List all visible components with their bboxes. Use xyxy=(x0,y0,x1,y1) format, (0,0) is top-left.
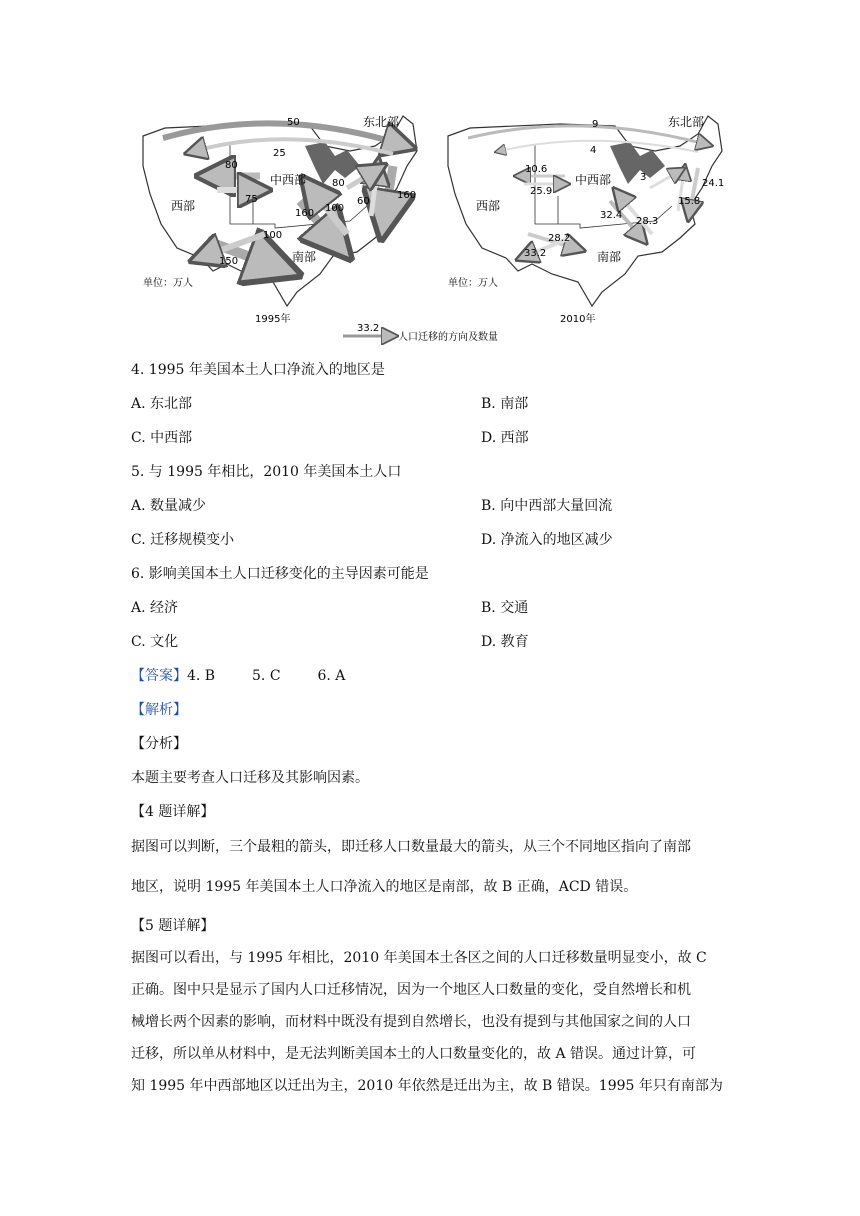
flow-value: 75 xyxy=(245,194,258,205)
region-label: 中西部 xyxy=(270,173,307,187)
flow-value: 160 xyxy=(397,190,417,201)
map-1995 xyxy=(143,115,417,325)
flow-value: 25.9 xyxy=(530,186,553,197)
detail5-line: 知 1995 年中西部地区以迁出为主，2010 年依然是迁出为主，故 B 错误。1995 年只有南部为 xyxy=(131,1078,723,1094)
analysis-tag: 【解析】 xyxy=(131,702,187,718)
legend-label: 人口迁移的方向及数量 xyxy=(398,332,498,343)
detail4-line: 地区，说明 1995 年美国本土人口净流入的地区是南部，故 B 正确，ACD 错误。 xyxy=(131,879,638,895)
detail5-line: 械增长两个因素的影响，而材料中既没有提到自然增长，也没有提到与其他国家之间的人口 xyxy=(131,1014,691,1030)
map-year: 2010年 xyxy=(560,314,596,325)
answer-tag: 【答案】 xyxy=(131,668,187,684)
flow-value: 9 xyxy=(592,119,599,130)
flow-value: 10.6 xyxy=(525,164,548,175)
detail5-line: 正确。图中只是显示了国内人口迁移情况，因为一个地区人口数量的变化，受自然增长和机 xyxy=(131,982,691,998)
question-5-stem: 5. 与 1995 年相比，2010 年美国本土人口 xyxy=(131,464,402,480)
flow-value: 28.2 xyxy=(548,233,571,244)
flow-value: 160 xyxy=(295,208,315,219)
answer-item: 5. C xyxy=(252,668,281,684)
q6-option-c: C. 文化 xyxy=(131,634,179,650)
question-4-stem: 4. 1995 年美国本土人口净流入的地区是 xyxy=(131,362,385,378)
flow-value: 80 xyxy=(332,178,345,189)
detail5-line: 据图可以看出，与 1995 年相比，2010 年美国本土各区之间的人口迁移数量明显变小，故 C xyxy=(131,950,707,966)
flow-value: 32.4 xyxy=(600,210,623,221)
region-label: 西部 xyxy=(476,199,501,213)
question-6-stem: 6. 影响美国本土人口迁移变化的主导因素可能是 xyxy=(131,566,429,582)
region-label: 西部 xyxy=(171,199,196,213)
unit-label: 单位：万人 xyxy=(143,278,193,289)
map-year: 1995年 xyxy=(255,314,291,325)
q5-option-b: B. 向中西部大量回流 xyxy=(481,498,613,514)
q6-option-a: A. 经济 xyxy=(131,600,179,616)
flow-value: 15.8 xyxy=(678,196,701,207)
flow-value: 33.2 xyxy=(524,248,547,259)
flow-value: 28.3 xyxy=(636,216,659,227)
unit-label: 单位：万人 xyxy=(448,278,498,289)
flow-value: 50 xyxy=(287,117,300,128)
migration-maps-figure xyxy=(135,106,735,354)
flow-value: 100 xyxy=(263,230,283,241)
q4-option-d: D. 西部 xyxy=(481,430,529,446)
detail5-tag: 【5 题详解】 xyxy=(131,918,215,934)
q5-option-d: D. 净流入的地区减少 xyxy=(481,532,613,548)
q5-option-a: A. 数量减少 xyxy=(131,498,207,514)
map-2010 xyxy=(448,115,724,325)
flow-value: 24.1 xyxy=(702,178,725,189)
region-label: 南部 xyxy=(597,250,622,264)
region-label: 中西部 xyxy=(575,173,612,187)
q4-option-c: C. 中西部 xyxy=(131,430,193,446)
answer-item: 6. A xyxy=(317,668,346,684)
q5-option-c: C. 迁移规模变小 xyxy=(131,532,235,548)
flow-value: 60 xyxy=(357,196,370,207)
flow-value: 80 xyxy=(225,160,238,171)
flow-value: 3 xyxy=(640,172,647,183)
flow-value: 4 xyxy=(590,145,597,156)
detail5-line: 迁移，所以单从材料中，是无法判断美国本土的人口数量变化的，故 A 错误。通过计算，可 xyxy=(131,1046,697,1062)
answer-item: 4. B xyxy=(187,668,216,684)
detail4-line: 据图可以判断，三个最粗的箭头，即迁移人口数量最大的箭头，从三个不同地区指向了南部 xyxy=(131,839,691,855)
q6-option-b: B. 交通 xyxy=(481,600,529,616)
region-label: 南部 xyxy=(292,250,317,264)
q4-option-b: B. 南部 xyxy=(481,396,529,412)
flow-value: 100 xyxy=(325,203,345,214)
flow-value: 150 xyxy=(219,256,239,267)
legend-value: 33.2 xyxy=(357,323,380,334)
legend xyxy=(343,323,498,343)
region-label: 东北部 xyxy=(363,115,400,129)
fenxi-text: 本题主要考查人口迁移及其影响因素。 xyxy=(131,770,369,786)
detail4-tag: 【4 题详解】 xyxy=(131,804,215,820)
region-label: 东北部 xyxy=(668,115,705,129)
answer-line xyxy=(131,665,345,685)
fenxi-tag: 【分析】 xyxy=(131,736,187,752)
flow-value: 25 xyxy=(273,148,286,159)
q4-option-a: A. 东北部 xyxy=(131,396,193,412)
q6-option-d: D. 教育 xyxy=(481,634,529,650)
